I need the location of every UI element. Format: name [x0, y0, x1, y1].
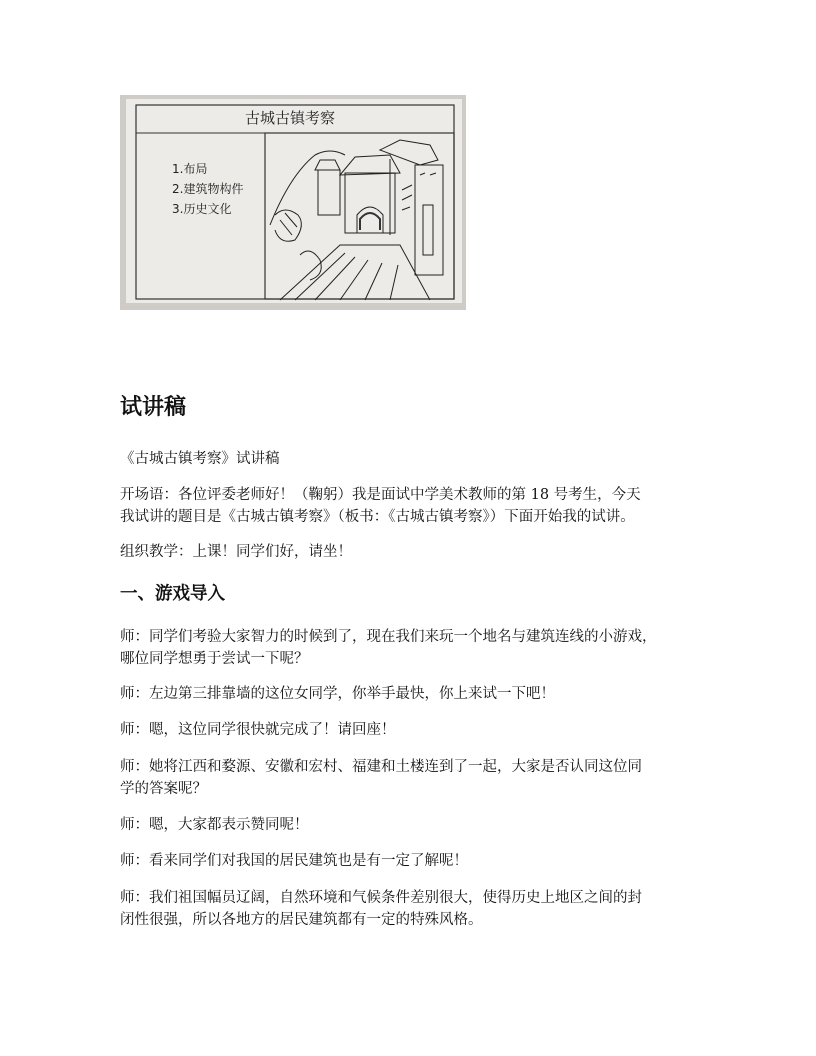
paragraph-5: 师：嗯，大家都表示赞同呢！ [120, 817, 309, 833]
opening-paragraph [120, 484, 710, 528]
document-subtitle: 《古城古镇考察》试讲稿 [120, 451, 280, 467]
paragraph-7 [120, 887, 710, 931]
document-title: 试讲稿 [120, 395, 187, 420]
outline-item-1: 1.布局 [172, 162, 208, 176]
paragraph-4-line-2: 学的答案呢？ [120, 781, 207, 797]
outline-item-2: 2.建筑物构件 [172, 182, 244, 196]
board-plan-photo [120, 95, 466, 310]
paragraph-4-line-1: 师：她将江西和婺源、安徽和宏村、福建和土楼连到了一起，大家是否认同这位同 [120, 759, 642, 775]
paragraph-1-line-2: 哪位同学想勇于尝试一下呢？ [120, 651, 309, 667]
section-heading-1: 一、游戏导入 [120, 584, 225, 604]
board-plan-sketch [120, 95, 466, 310]
opening-line-2: 我试讲的题目是《古城古镇考察》（板书：《古城古镇考察》）下面开始我的试讲。 [120, 509, 635, 525]
paragraph-3: 师：嗯，这位同学很快就完成了！请回座！ [120, 722, 396, 738]
paragraph-7-line-1: 师：我们祖国幅员辽阔，自然环境和气候条件差别很大，使得历史上地区之间的封 [120, 890, 642, 906]
paragraph-1-line-1: 师：同学们考验大家智力的时候到了，现在我们来玩一个地名与建筑连线的小游戏， [120, 629, 657, 645]
paragraph-6: 师：看来同学们对我国的居民建筑也是有一定了解呢！ [120, 853, 468, 869]
paragraph-4 [120, 756, 710, 800]
organize-paragraph: 组织教学：上课！同学们好，请坐！ [120, 544, 352, 560]
outline-item-3: 3.历史文化 [172, 202, 232, 216]
paragraph-2: 师：左边第三排靠墙的这位女同学，你举手最快，你上来试一下吧！ [120, 686, 555, 702]
opening-line-1: 开场语：各位评委老师好！（鞠躬）我是面试中学美术教师的第 18 号考生，今天 [120, 487, 641, 503]
paragraph-1 [120, 626, 710, 670]
board-title: 古城古镇考察 [244, 109, 336, 127]
paragraph-7-line-2: 闭性很强，所以各地方的居民建筑都有一定的特殊风格。 [120, 912, 483, 928]
